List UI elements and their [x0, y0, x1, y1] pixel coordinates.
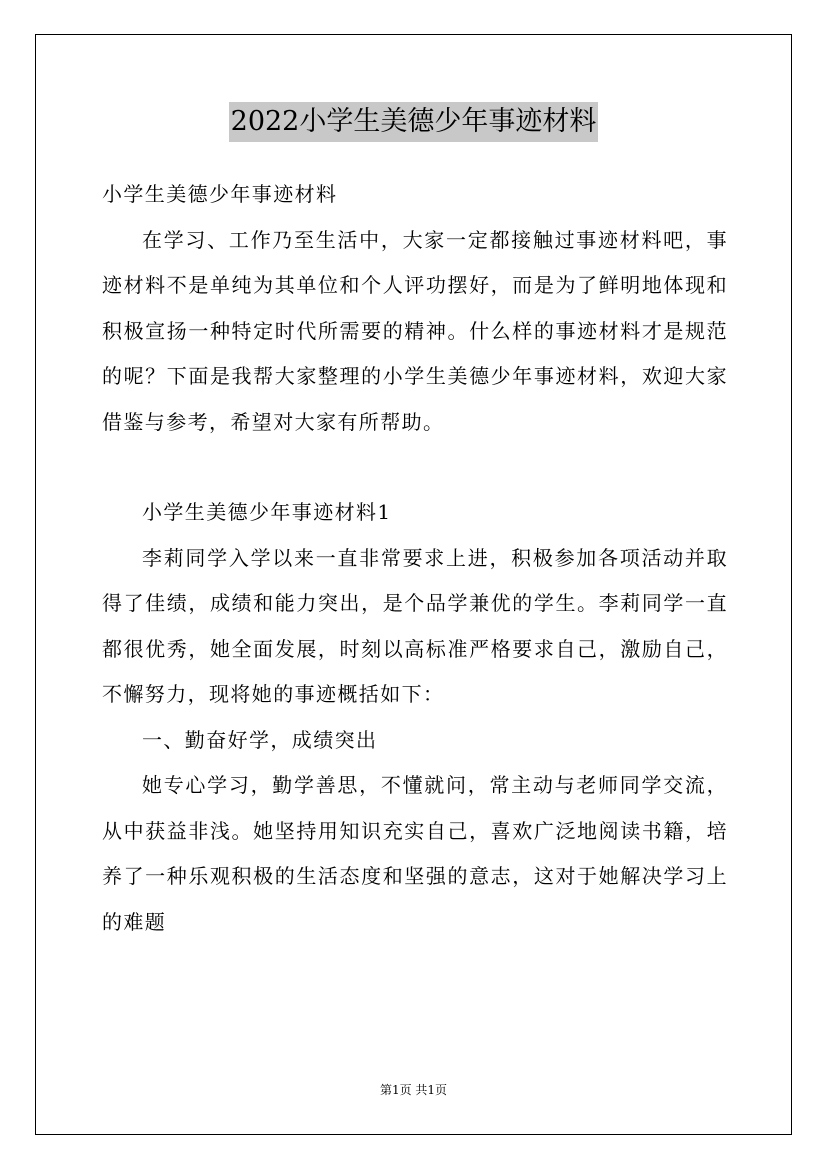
title-container: [0, 102, 827, 142]
body-paragraph-2: 她专心学习，勤学善思，不懂就问，常主动与老师同学交流，从中获益非浅。她坚持用知识充实自己，喜欢广泛地阅读书籍，培养了一种乐观积极的生活态度和坚强的意志，这对于她解决学习上的难题: [102, 773, 728, 934]
intro-paragraph: 在学习、工作乃至生活中，大家一定都接触过事迹材料吧，事迹材料不是单纯为其单位和个人评功摆好，而是为了鲜明地体现和积极宣扬一种特定时代所需要的精神。什么样的事迹材料才是规范的呢？下面是我帮大家整理的小学生美德少年事迹材料，欢迎大家借鉴与参考，希望对大家有所帮助。: [102, 227, 728, 434]
body-paragraph-1: 李莉同学入学以来一直非常要求上进，积极参加各项活动并取得了佳绩，成绩和能力突出，是个品学兼优的学生。李莉同学一直都很优秀，她全面发展，时刻以高标准严格要求自己，激励自己，不懈努力，现将她的事迹概括如下：: [102, 545, 728, 706]
paragraph-spacer: [102, 445, 728, 490]
section-title: 小学生美德少年事迹材料1: [142, 500, 392, 524]
section-heading-1: 一、勤奋好学，成绩突出: [142, 727, 378, 752]
document-title: 2022小学生美德少年事迹材料: [229, 102, 599, 142]
document-subtitle: 小学生美德少年事迹材料: [102, 182, 338, 206]
document-body: [102, 172, 728, 945]
page-footer: 第1页 共1页: [379, 1083, 448, 1097]
